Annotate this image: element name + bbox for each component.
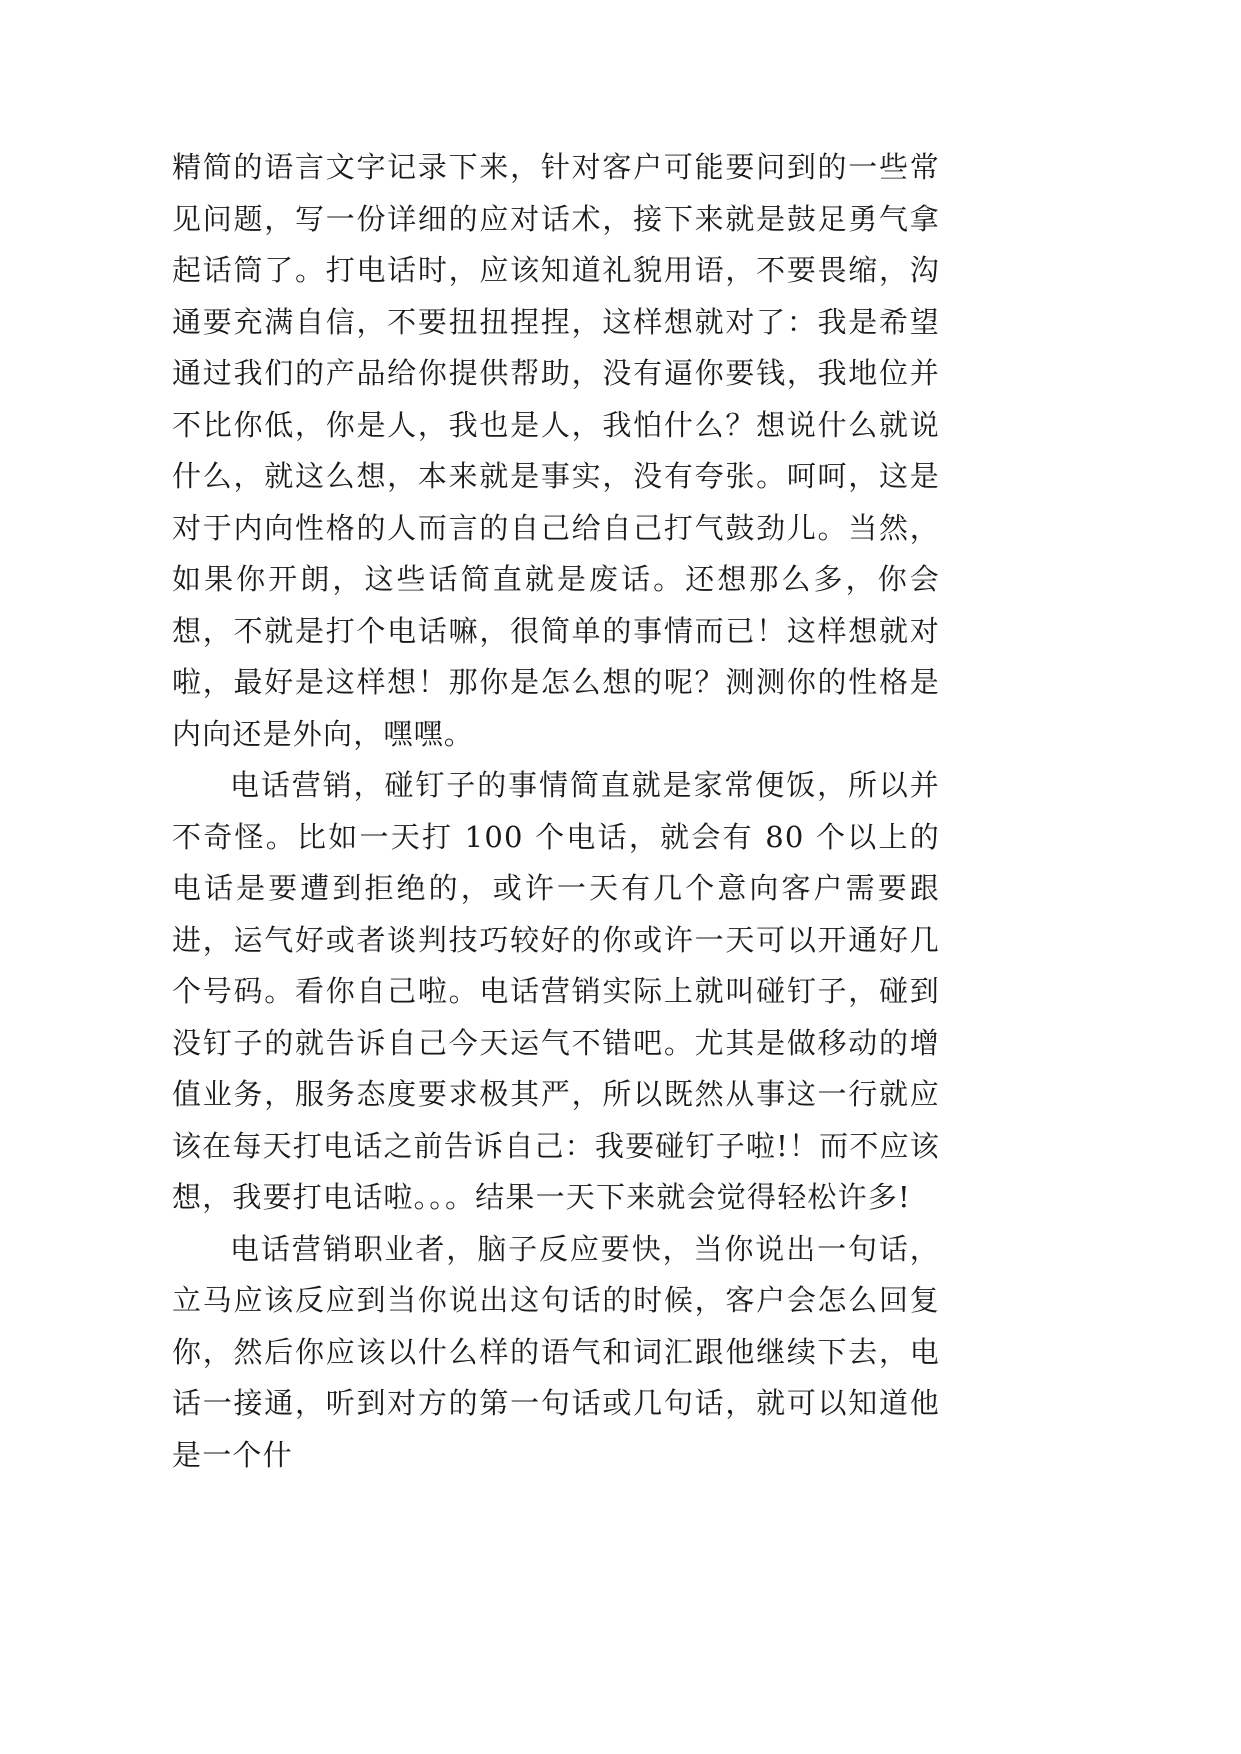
paragraph-1: 精简的语言文字记录下来，针对客户可能要问到的一些常见问题，写一份详细的应对话术，接下来就是鼓足勇气拿起话筒了。打电话时，应该知道礼貌用语，不要畏缩，沟通要充满自信，不要扭扭捏捏，这样想就对了：我是希望通过我们的产品给你提供帮助，没有逼你要钱，我地位并不比你低，你是人，我也是人，我怕什么？想说什么就说什么，就这么想，本来就是事实，没有夸张。呵呵，这是对于内向性格的人而言的自己给自己打气鼓劲儿。当然，如果你开朗，这些话简直就是废话。还想那么多，你会想，不就是打个电话嘛，很简单的事情而已！这样想就对啦，最好是这样想！那你是怎么想的呢？测测你的性格是内向还是外向，嘿嘿。 <box>172 150 940 751</box>
paragraph-2: 电话营销，碰钉子的事情简直就是家常便饭，所以并不奇怪。比如一天打 100 个电话，就会有 80 个以上的电话是要遭到拒绝的，或许一天有几个意向客户需要跟进，运气好或者谈判技巧较好的你或许一天可以开通好几个号码。看你自己啦。电话营销实际上就叫碰钉子，碰到没钉子的就告诉自己今天运气不错吧。尤其是做移动的增值业务，服务态度要求极其严，所以既然从事这一行就应该在每天打电话之前告诉自己：我要碰钉子啦!！而不应该想，我要打电话啦。。。结果一天下来就会觉得轻松许多! <box>172 768 940 1214</box>
document-body <box>172 142 940 1481</box>
paragraph-3: 电话营销职业者，脑子反应要快，当你说出一句话，立马应该反应到当你说出这句话的时候，客户会怎么回复你，然后你应该以什么样的语气和词汇跟他继续下去，电话一接通，听到对方的第一句话或几句话，就可以知道他是一个什 <box>172 1231 940 1472</box>
